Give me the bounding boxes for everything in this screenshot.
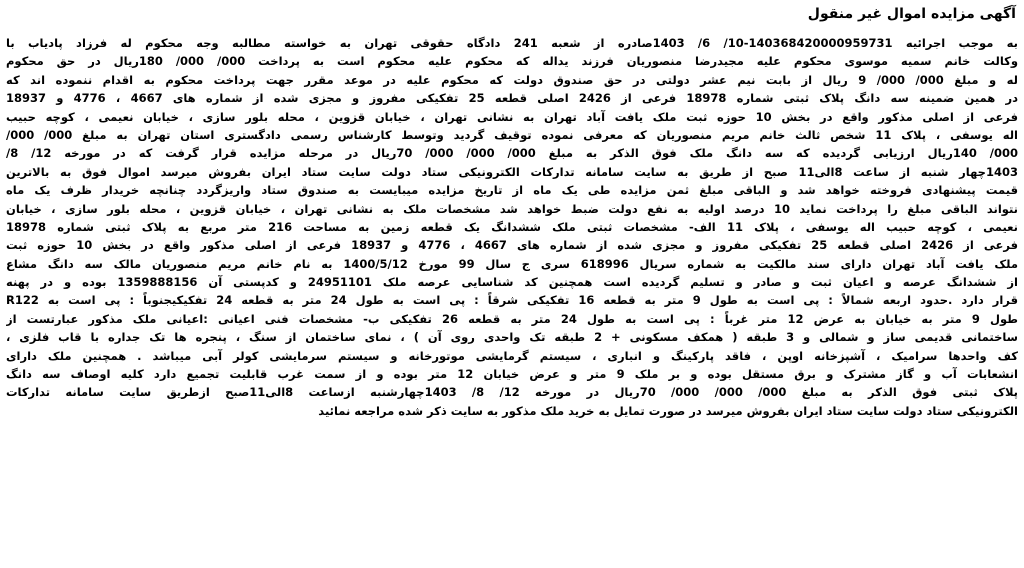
- notice-title: آگهی مزایده اموال غیر منقول: [807, 6, 1016, 22]
- notice-line: وکالت خانم سمیه موسوی محکوم علیه مجیدرضا منصوریان فرزند یداله که محکوم علیه محکوم است به پرداخت 000/ 000/ 180ریال در حق محکوم: [6, 54, 1018, 69]
- notice-line: قیمت پیشنهادی فروخته خواهد شد و الباقی مبلغ ثمن مزایده طی یک ماه از تاریخ مزایده میبایست به صندوق ستاد واریزگردد چنانچه خریدار ظرف یک ماه: [6, 183, 1018, 198]
- notice-line: 1403چهار شنبه از ساعت 8الی11 صبح از طریق به سایت سامانه تدارکات الکترونیکی ستاد دولت سایت ستاد ایران بفروش میرسد اموال فوق به بالاترین: [6, 164, 1018, 179]
- notice-line: نتواند الباقی مبلغ را پرداخت نماید 10 درصد اولیه به نفع دولت ضبط خواهد شد مشخصات ملک به نشانی تهران ، خیابان قزوین ، محله بلور سازی ، خیابان: [6, 201, 1018, 216]
- notice-line: قرار دارد .حدود اربعه شمالاً : پی است به طول 9 متر به قطعه 16 تفکیکی شرقاً : پی است به طول 24 متر به قطعه 24 تفکیکیجنوباً : پی است به R122: [6, 293, 1018, 308]
- notice-line: در همین ضمینه سه دانگ پلاک ثبتی شماره 18978 فرعی از 2426 اصلی قطعه 25 تفکیکی مفروز و مجزی شده از شماره های 4667 ، 4776 و 18937: [6, 91, 1018, 106]
- notice-line: 000/ 140ریال ارزیابی گردیده که سه دانگ ملک فوق الذکر به مبلغ 000/ 000/ 000/ 70ریال در مرحله مزایده قرار گرفت که در مورخه 12/ 8/: [6, 146, 1018, 161]
- notice-line: فرعی از اصلی مذکور واقع در بخش 10 حوزه ثبت ملک یافت آباد تهران به نشانی تهران ، خیابان قزوین ، محله بلور سازی ، خیابان نعیمی ، کوچه حبیب: [6, 109, 1018, 124]
- notice-line: به موجب اجرائیه 140368420000959731-10/ 6/ 1403صادره از شعبه 241 دادگاه حقوقی تهران به خواسته مطالبه وجه محکوم له فرزاد پادیاب با: [6, 36, 1018, 50]
- notice-document: [6, 4, 1018, 420]
- notice-line: ملک یافت آباد تهران دارای سند مالکیت به شماره سریال 618996 سری ج سال 99 مورخ 1400/5/12 به نام خانم مریم منصوریان مالک سه دانگ مشاع: [6, 256, 1018, 271]
- notice-line: طول 9 متر به خیابان به عرض 12 متر غرباً : پی است به طول 24 متر به قطعه 26 تفکیکی ب- مشخصات فنی اعیانی :اعیانی ملک مذکور عبارتست از: [6, 311, 1018, 326]
- notice-line: پلاک ثبتی فوق الذکر به مبلغ 000/ 000/ 000/ 70ریال در مورخه 12/ 8/ 1403چهارشنبه ازساعت 8الی11صبح ازطریق سایت سامانه تدارکات: [6, 385, 1018, 400]
- notice-line: فرعی از 2426 اصلی قطعه 25 تفکیکی مفروز و مجزی شده از شماره های 4667 ، 4776 و 18937 فرعی از اصلی مذکور واقع در بخش 10 حوزه ثبت: [6, 238, 1018, 253]
- notice-body: [6, 34, 1018, 420]
- notice-line: نعیمی ، کوچه حبیب اله یوسفی ، پلاک 11 الف- مشخصات ثبتی ملک ششدانگ یک قطعه زمین به مساحت 216 متر مربع به پلاک ثبتی شماره 18978: [6, 219, 1018, 234]
- notice-line: الکترونیکی ستاد دولت سایت ستاد ایران بفروش میرسد در صورت تمایل به خرید ملک مذکور به سایت ذکر شده مراجعه نمائید: [318, 403, 1018, 418]
- notice-line: کف واحدها سرامیک ، آشپزخانه اوپن ، فاقد پارکینگ و انباری ، سیستم گرمایشی موتورخانه و سیستم سرمایشی کولر آبی میباشد . همچنین ملک دارای: [6, 348, 1018, 363]
- notice-line: انشعابات آب و گاز مشترک و برق مستقل بوده و بر ملک 9 متر و عرض خیابان 12 متر بوده و از سمت غرب قابلیت تجمیع دارد کلیه اوصاف سه دانگ: [6, 367, 1018, 382]
- notice-line: اله یوسفی ، پلاک 11 شخص ثالث خانم مریم منصوریان که معرفی نموده توقیف گردید وتوسط کارشناس رسمی دادگستری استان تهران به مبلغ 000/ 000/: [6, 127, 1018, 142]
- notice-line: له و مبلغ 000/ 000/ 9 ریال از بابت نیم عشر دولتی در حق صندوق دولت که محکوم علیه در موعد مقرر جهت پرداخت محکوم به اقدام ننموده اند که: [6, 72, 1018, 87]
- notice-line: ساختمانی قدیمی ساز و شمالی و 3 طبقه ( همکف مسکونی + 2 طبقه تک واحدی روی آن ) ، نمای ساختمان از سنگ ، پنجره ها تک جداره با قاب فلزی ،: [6, 330, 1018, 345]
- notice-line: از ششدانگ عرصه و اعیان ثبت و صادر و تسلیم گردیده است همچنین کد شناسایی عرصه ملک 24951101 و کدپستی آن 1359888156 بوده و در پهنه: [6, 275, 1018, 290]
